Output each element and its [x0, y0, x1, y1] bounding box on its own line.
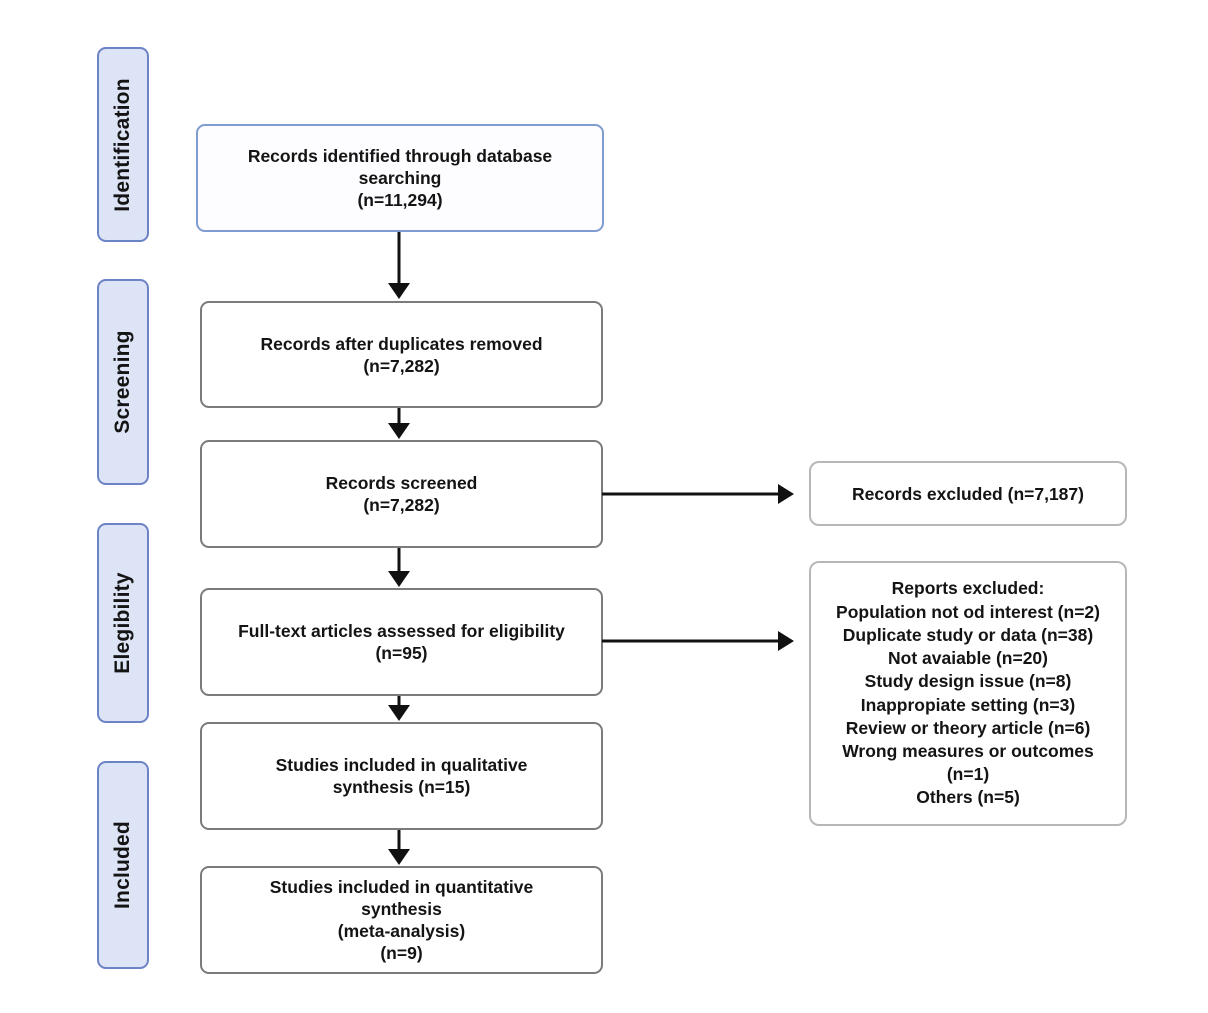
arrow-head-icon	[388, 849, 410, 865]
box-text-line: (n=1)	[946, 764, 990, 785]
stage-label-screening-text: Screening	[111, 330, 134, 434]
stage-label-identification-text: Identification	[111, 77, 134, 212]
stage-label-included	[97, 761, 149, 969]
box-text-line: Wrong measures or outcomes	[842, 740, 1094, 761]
flow-box-fulltext-assessed	[200, 588, 603, 696]
box-text-line: synthesis (n=15)	[332, 777, 471, 797]
stage-label-elegibility	[97, 523, 149, 723]
stage-label-screening	[97, 279, 149, 485]
box-text-line: Records after duplicates removed	[260, 333, 543, 354]
box-text-line: synthesis	[361, 899, 442, 919]
box-text-line: (meta-analysis)	[337, 921, 466, 941]
box-text-line: Inappropiate setting (n=3)	[860, 694, 1076, 715]
arrow-down-qualitative-to-quantitative	[388, 830, 410, 865]
box-text-line: (n=7,282)	[363, 495, 440, 515]
arrow-head-icon	[388, 705, 410, 721]
arrow-stem	[602, 640, 779, 643]
box-text-line: (n=95)	[375, 643, 428, 663]
arrow-head-icon	[778, 484, 794, 504]
arrow-stem	[398, 830, 401, 850]
box-text-line: Studies included in qualitative	[275, 755, 528, 775]
box-text-line: (n=11,294)	[357, 190, 443, 210]
arrow-head-icon	[388, 423, 410, 439]
flow-box-records-identified	[196, 124, 604, 232]
box-text-line: Study design issue (n=8)	[864, 671, 1072, 692]
flow-box-records-screened	[200, 440, 603, 548]
arrow-down-fulltext-to-qualitative	[388, 696, 410, 721]
arrow-stem	[398, 408, 401, 424]
box-text-line: Full-text articles assessed for eligibility	[238, 621, 565, 641]
box-text-line: Not avaiable (n=20)	[888, 648, 1048, 669]
box-text-line: Others (n=5)	[916, 787, 1020, 808]
flow-box-qualitative-synthesis	[200, 722, 603, 830]
box-text-line: Studies included in quantitative	[269, 877, 534, 897]
box-text-line: Duplicate study or data (n=38)	[842, 624, 1094, 645]
arrow-down-duplicates-to-screened	[388, 408, 410, 439]
arrow-down-screened-to-fulltext	[388, 548, 410, 587]
box-text-line: Review or theory article (n=6)	[845, 717, 1091, 738]
stage-label-identification	[97, 47, 149, 242]
box-text-line: searching	[358, 168, 442, 188]
arrow-stem	[398, 548, 401, 572]
box-text-line: Population not od interest (n=2)	[836, 601, 1100, 622]
stage-label-included-text: Included	[111, 821, 134, 909]
box-text-line: (n=9)	[380, 943, 423, 963]
arrow-stem	[602, 493, 779, 496]
arrow-head-icon	[778, 631, 794, 651]
arrow-down-identified-to-duplicates	[388, 232, 410, 299]
stage-label-elegibility-text: Elegibility	[111, 572, 134, 674]
flow-box-duplicates-removed	[200, 301, 603, 408]
arrow-stem	[398, 232, 401, 284]
exclusion-box-reports-excluded	[809, 561, 1127, 826]
arrow-head-icon	[388, 283, 410, 299]
arrow-right-screened-to-excluded	[602, 484, 794, 504]
box-text-line: Records screened	[325, 473, 478, 493]
box-text-line: Records excluded (n=7,187)	[852, 483, 1084, 504]
arrow-right-fulltext-to-reports-excluded	[602, 631, 794, 651]
exclusion-box-records-excluded	[809, 461, 1127, 526]
flow-box-quantitative-synthesis	[200, 866, 603, 974]
box-text-line: Records identified through database	[247, 146, 553, 166]
arrow-head-icon	[388, 571, 410, 587]
box-text-line: (n=7,282)	[363, 355, 440, 376]
box-text-line: Reports excluded:	[891, 578, 1045, 599]
